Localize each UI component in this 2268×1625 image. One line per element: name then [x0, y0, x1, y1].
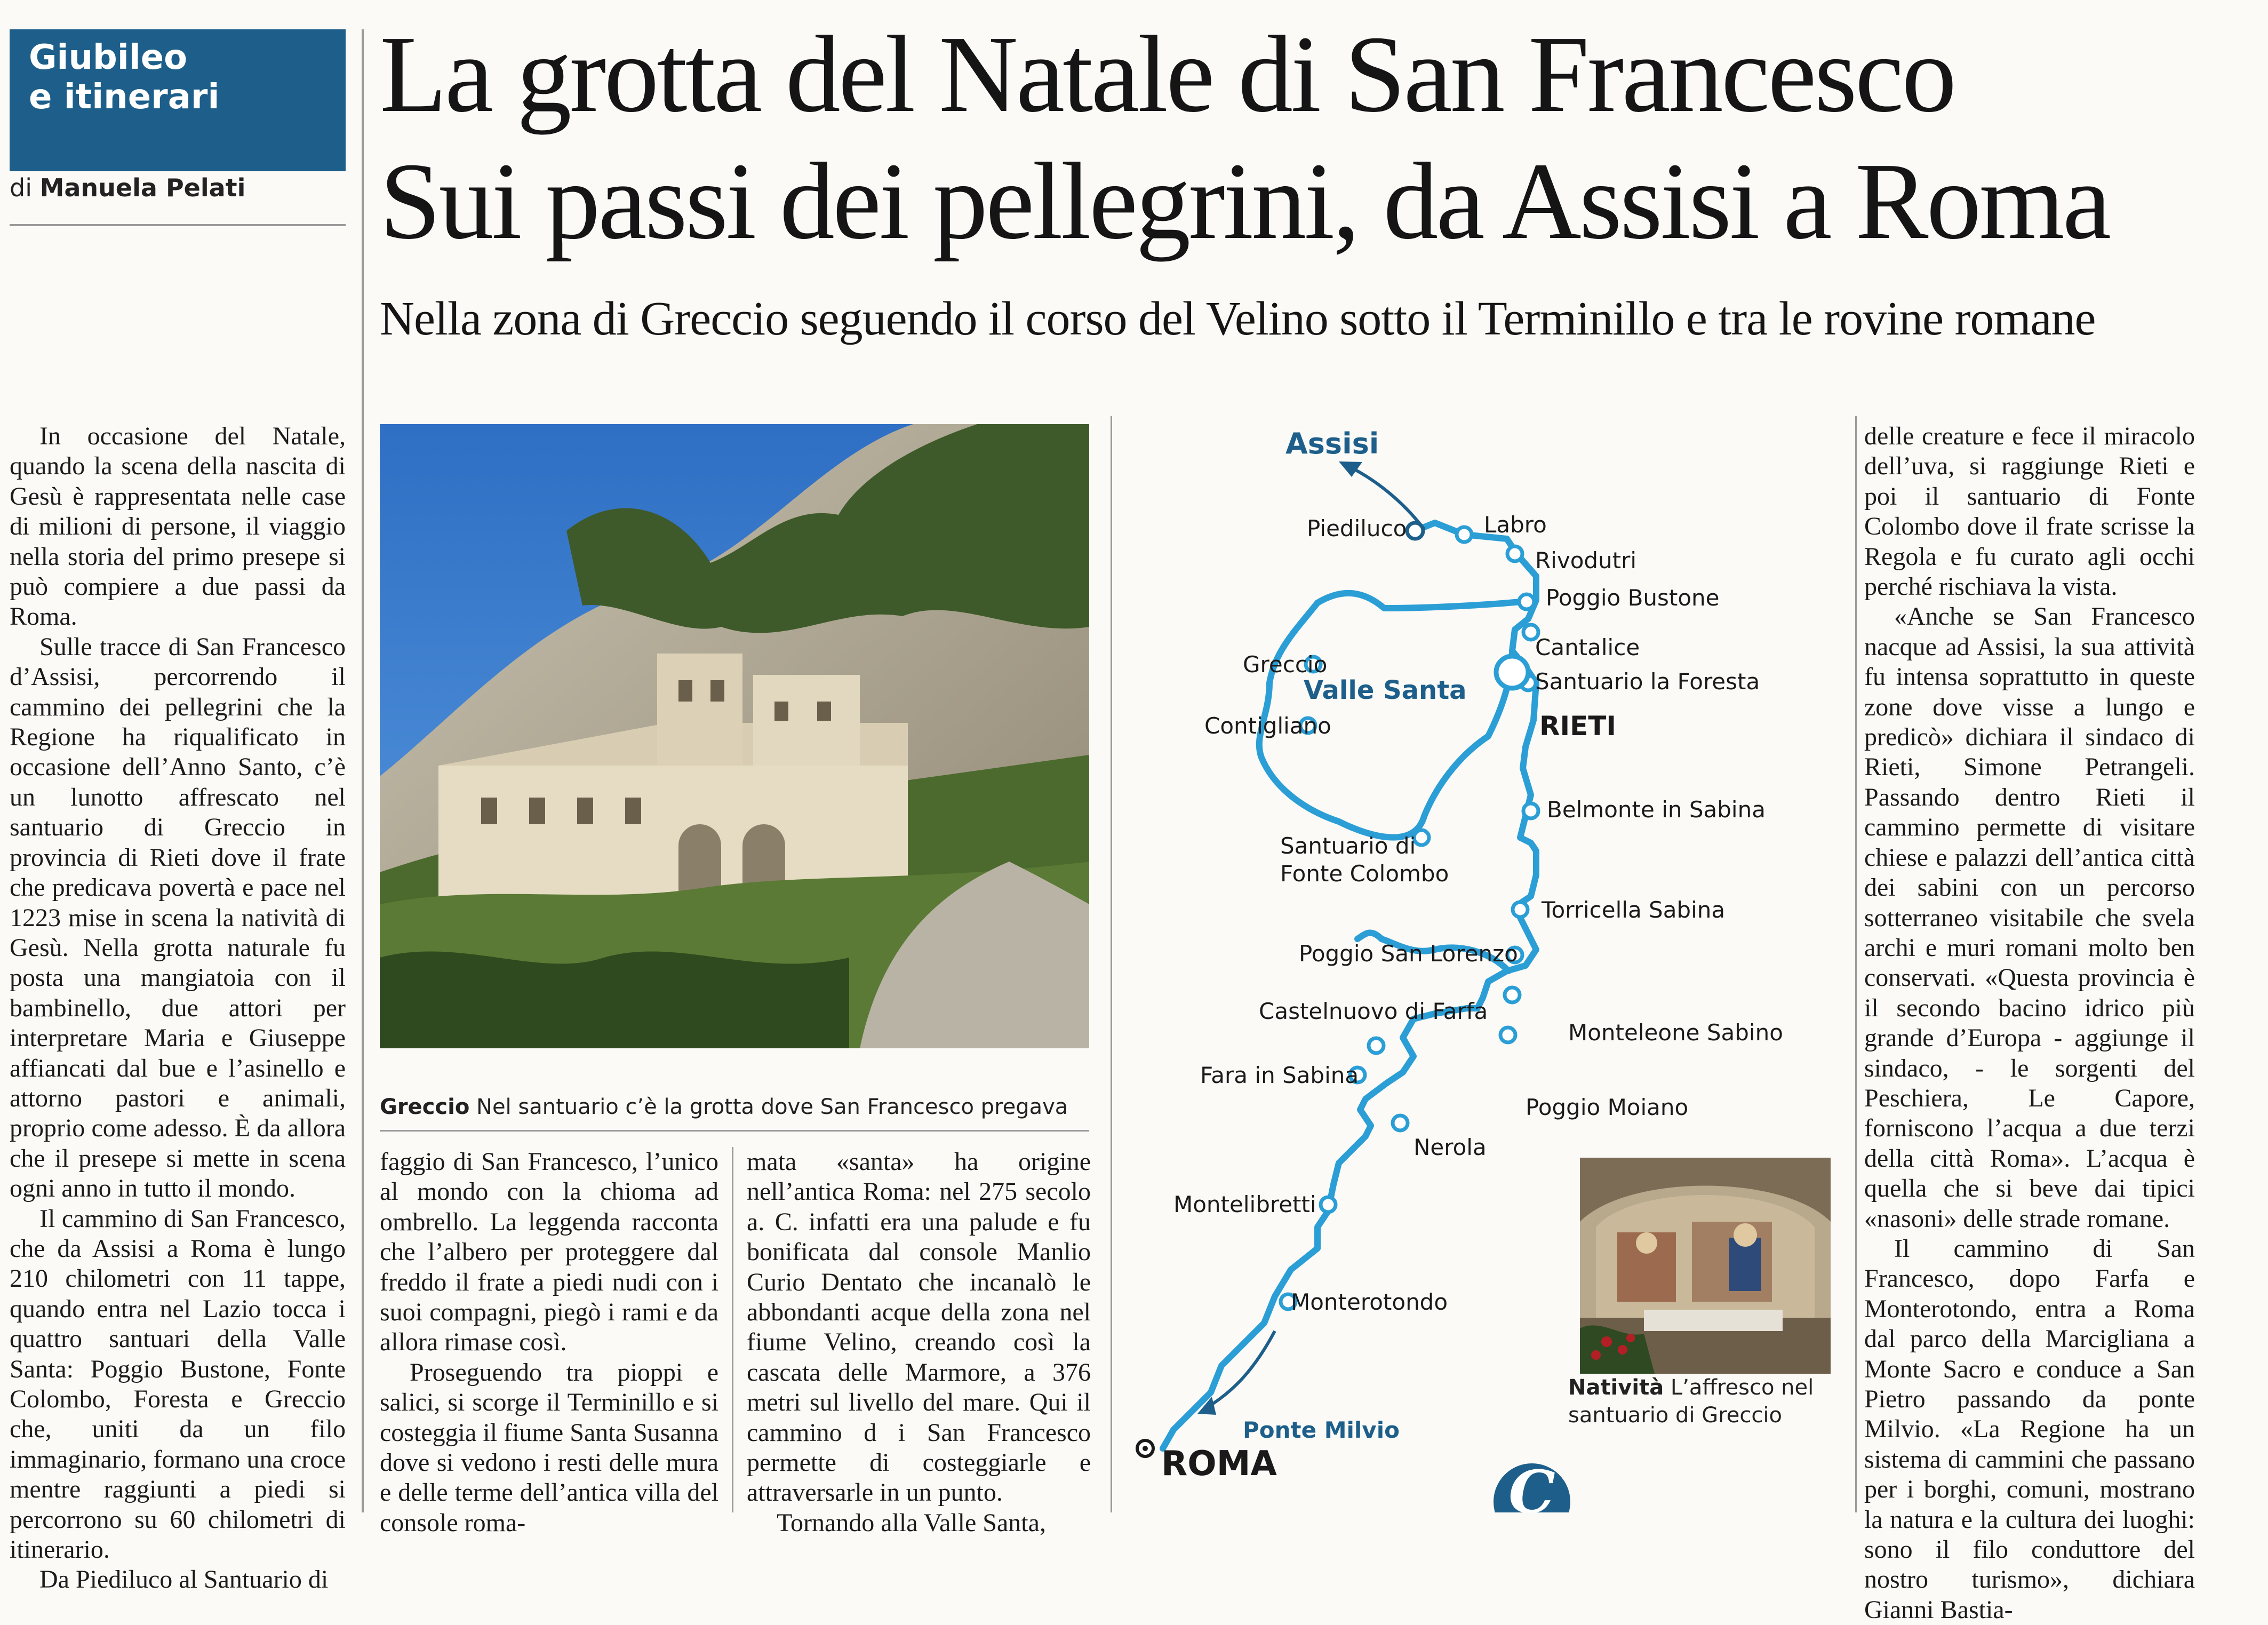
map-label-contigliano: Contigliano	[1204, 713, 1331, 739]
headline-line-1: La grotta del Natale di San Francesco	[380, 13, 1955, 135]
map-label-castelnuovo: Castelnuovo di Farfa	[1259, 998, 1488, 1024]
paragraph: Sulle tracce di San Francesco d’Assisi, percorrendo il cammino dei pellegrini che la Regione ha riqualificato in occasione dell’Anno Santo, c’è un lunotto affrescato nel santuario di Greccio in provincia di Rieti dove il frate che predicava povertà e pace nel 1223 mise in scena la natività di Gesù. Nella grotta naturale fu posta una mangiatoia con il bambinello, due attori per interpretare Maria e Giuseppe affiancati dal bue e l’asinello e attorno pastori e animali, proprio come adesso. È da allora che il presepe si mette in scena ogni anno in tutto il mondo.	[10, 632, 346, 1203]
map-label-torricella: Torricella Sabina	[1542, 897, 1726, 923]
map-label-rieti: RIETI	[1539, 711, 1616, 742]
map-label-valle-santa: Valle Santa	[1304, 675, 1467, 705]
photo-caption	[380, 1094, 1089, 1120]
paragraph: faggio di San Francesco, l’unico al mondo con la chioma ad ombrello. La leggenda racconta che l’albero per proteggere dal freddo il frate a piedi nudi con i suoi compagni, piegò i rami e da allora rimase così.	[380, 1148, 718, 1357]
map-label-fara: Fara in Sabina	[1200, 1062, 1359, 1088]
column-rule	[732, 1147, 733, 1512]
byline-prefix: di	[10, 173, 32, 202]
map-label-poggio-moiano: Poggio Moiano	[1526, 1094, 1689, 1120]
section-kicker-label: Giubileo e itinerari	[29, 38, 220, 117]
paragraph: Il cammino di San Francesco, dopo Farfa e Monterotondo, entra a Roma dal parco della Marcigliana a Monte Sacro e conduce a San Pietro passando da ponte Milvio. «La Regione ha un sistema di cammini che passano per i borghi, comuni, mostrano la natura e la cultura dei luoghi: sono il filo conduttore del nostro turismo», dichiara Gianni Bastia-	[1864, 1234, 2195, 1624]
map-label-belmonte: Belmonte in Sabina	[1547, 796, 1766, 823]
article-column-1	[10, 421, 346, 1595]
headline	[380, 11, 2257, 265]
map-label-greccio: Greccio	[1243, 651, 1328, 678]
map-label-monteleone: Monteleone Sabino	[1568, 1019, 1783, 1046]
map-label-poggio-san-lorenzo: Poggio San Lorenzo	[1299, 941, 1518, 967]
photo-caption-place: Greccio	[380, 1095, 470, 1119]
map-label-ponte-milvio: Ponte Milvio	[1243, 1417, 1400, 1443]
caption-rule	[380, 1130, 1089, 1132]
column-rule	[362, 29, 364, 1512]
column-rule	[1111, 416, 1112, 1512]
map-label-piediluco: Piediluco	[1307, 515, 1407, 541]
greccio-photo-illustration	[380, 424, 1089, 1048]
greccio-sanctuary-photo	[380, 424, 1089, 1048]
column-rule	[1855, 416, 1857, 1512]
paragraph: mata «santa» ha origine nell’antica Roma: nel 275 secolo a. C. infatti era una palude e fu bonificata dal console Manlio Curio Dentato che incanalò le abbondanti acque della zona nel fiume Velino, creando così la cascata delle Marmore, a 376 metri sul livello del mare. Qui il cammino d i San Francesco permette di costeggiarle e attraversarle in un punto.	[747, 1148, 1091, 1507]
fresco-caption-title: Natività	[1568, 1375, 1664, 1400]
paragraph: delle creature e fece il miracolo dell’uva, si raggiunge Rieti e poi il santuario di Fonte Colombo dove il frate scrisse la Regola e fu curato agli occhi perché rischiava la vista.	[1864, 422, 2195, 601]
byline-rule	[10, 224, 346, 226]
byline-author: Manuela Pelati	[39, 173, 246, 202]
corriere-c-icon	[1494, 1459, 1571, 1512]
map-label-monterotondo: Monterotondo	[1291, 1289, 1448, 1315]
article-column-2	[380, 1147, 718, 1538]
nativity-fresco-photo	[1580, 1158, 1831, 1374]
fresco-illustration	[1580, 1158, 1831, 1374]
photo-caption-text: Nel santuario c’è la grotta dove San Francesco pregava	[469, 1095, 1068, 1119]
map-label-foresta: Santuario la Foresta	[1535, 668, 1760, 695]
section-kicker	[10, 29, 346, 171]
map-label-fonte-colombo-1: Santuario di	[1280, 833, 1416, 859]
fresco-caption-text: L’affresco nel santuario di Greccio	[1568, 1375, 1814, 1428]
headline-line-2: Sui passi dei pellegrini, da Assisi a Roma	[380, 140, 2110, 262]
map-label-assisi: Assisi	[1285, 427, 1379, 460]
map-label-nerola: Nerola	[1413, 1134, 1487, 1160]
logo-letter: C	[1508, 1459, 1555, 1512]
map-label-rivodutri: Rivodutri	[1535, 547, 1637, 573]
paragraph: Tornando alla Valle Santa,	[777, 1508, 1046, 1537]
map-label-cantalice: Cantalice	[1535, 634, 1640, 660]
map-label-labro: Labro	[1484, 512, 1547, 538]
map-label-poggio-bustone: Poggio Bustone	[1546, 585, 1720, 611]
paragraph: Proseguendo tra pioppi e salici, si scorge il Terminillo e si costeggia il fiume Santa Susanna dove si vedono i resti delle mura e delle terme dell’antica villa del console roma-	[380, 1358, 718, 1537]
corriere-logo	[1494, 1459, 1571, 1528]
paragraph: Da Piediluco al Santuario di	[39, 1565, 329, 1594]
map-label-montelibretti: Montelibretti	[1173, 1191, 1316, 1217]
subheadline: Nella zona di Greccio seguendo il corso del Velino sotto il Terminillo e tra le rovine romane	[380, 292, 2096, 345]
article-column-4	[1864, 421, 2195, 1625]
byline	[10, 173, 346, 202]
map-label-fonte-colombo-2: Fonte Colombo	[1280, 861, 1449, 887]
paragraph: Il cammino di San Francesco, che da Assisi a Roma è lungo 210 chilometri con 11 tappe, quando entra nel Lazio tocca i quattro santuari della Valle Santa: Poggio Bustone, Fonte Colombo, Foresta e Greccio che, uniti da un filo immaginario, formano una croce mentre raggiunti a piedi si percorrono su 60 chilometri di itinerario.	[10, 1204, 346, 1564]
fresco-caption	[1568, 1374, 1867, 1429]
paragraph: In occasione del Natale, quando la scena della nascita di Gesù è rappresentata nelle case di milioni di persone, il viaggio nella storia del primo presepe si può compiere a due passi da Roma.	[10, 422, 346, 631]
paragraph: «Anche se San Francesco nacque ad Assisi, la sua attività fu intensa soprattutto in queste zone dove visse a lungo e predicò» dichiara il sindaco di Rieti, Simone Petrangeli. Passando dentro Rieti il cammino permette di visitare chiese e palazzi dell’antica città dei sabini con un percorso sotterraneo visitabile che svela archi e muri romani molto ben conservati. «Questa provincia è il secondo bacino idrico più grande d’Europa - aggiunge il sindaco, - le sorgenti del Peschiera, Le Capore, forniscono l’acqua a due terzi della città Roma». L’acqua è quella che si beve dai tipici «nasoni» delle strade romane.	[1864, 602, 2195, 1233]
article-column-3	[747, 1147, 1091, 1538]
map-label-roma: ROMA	[1161, 1444, 1277, 1484]
